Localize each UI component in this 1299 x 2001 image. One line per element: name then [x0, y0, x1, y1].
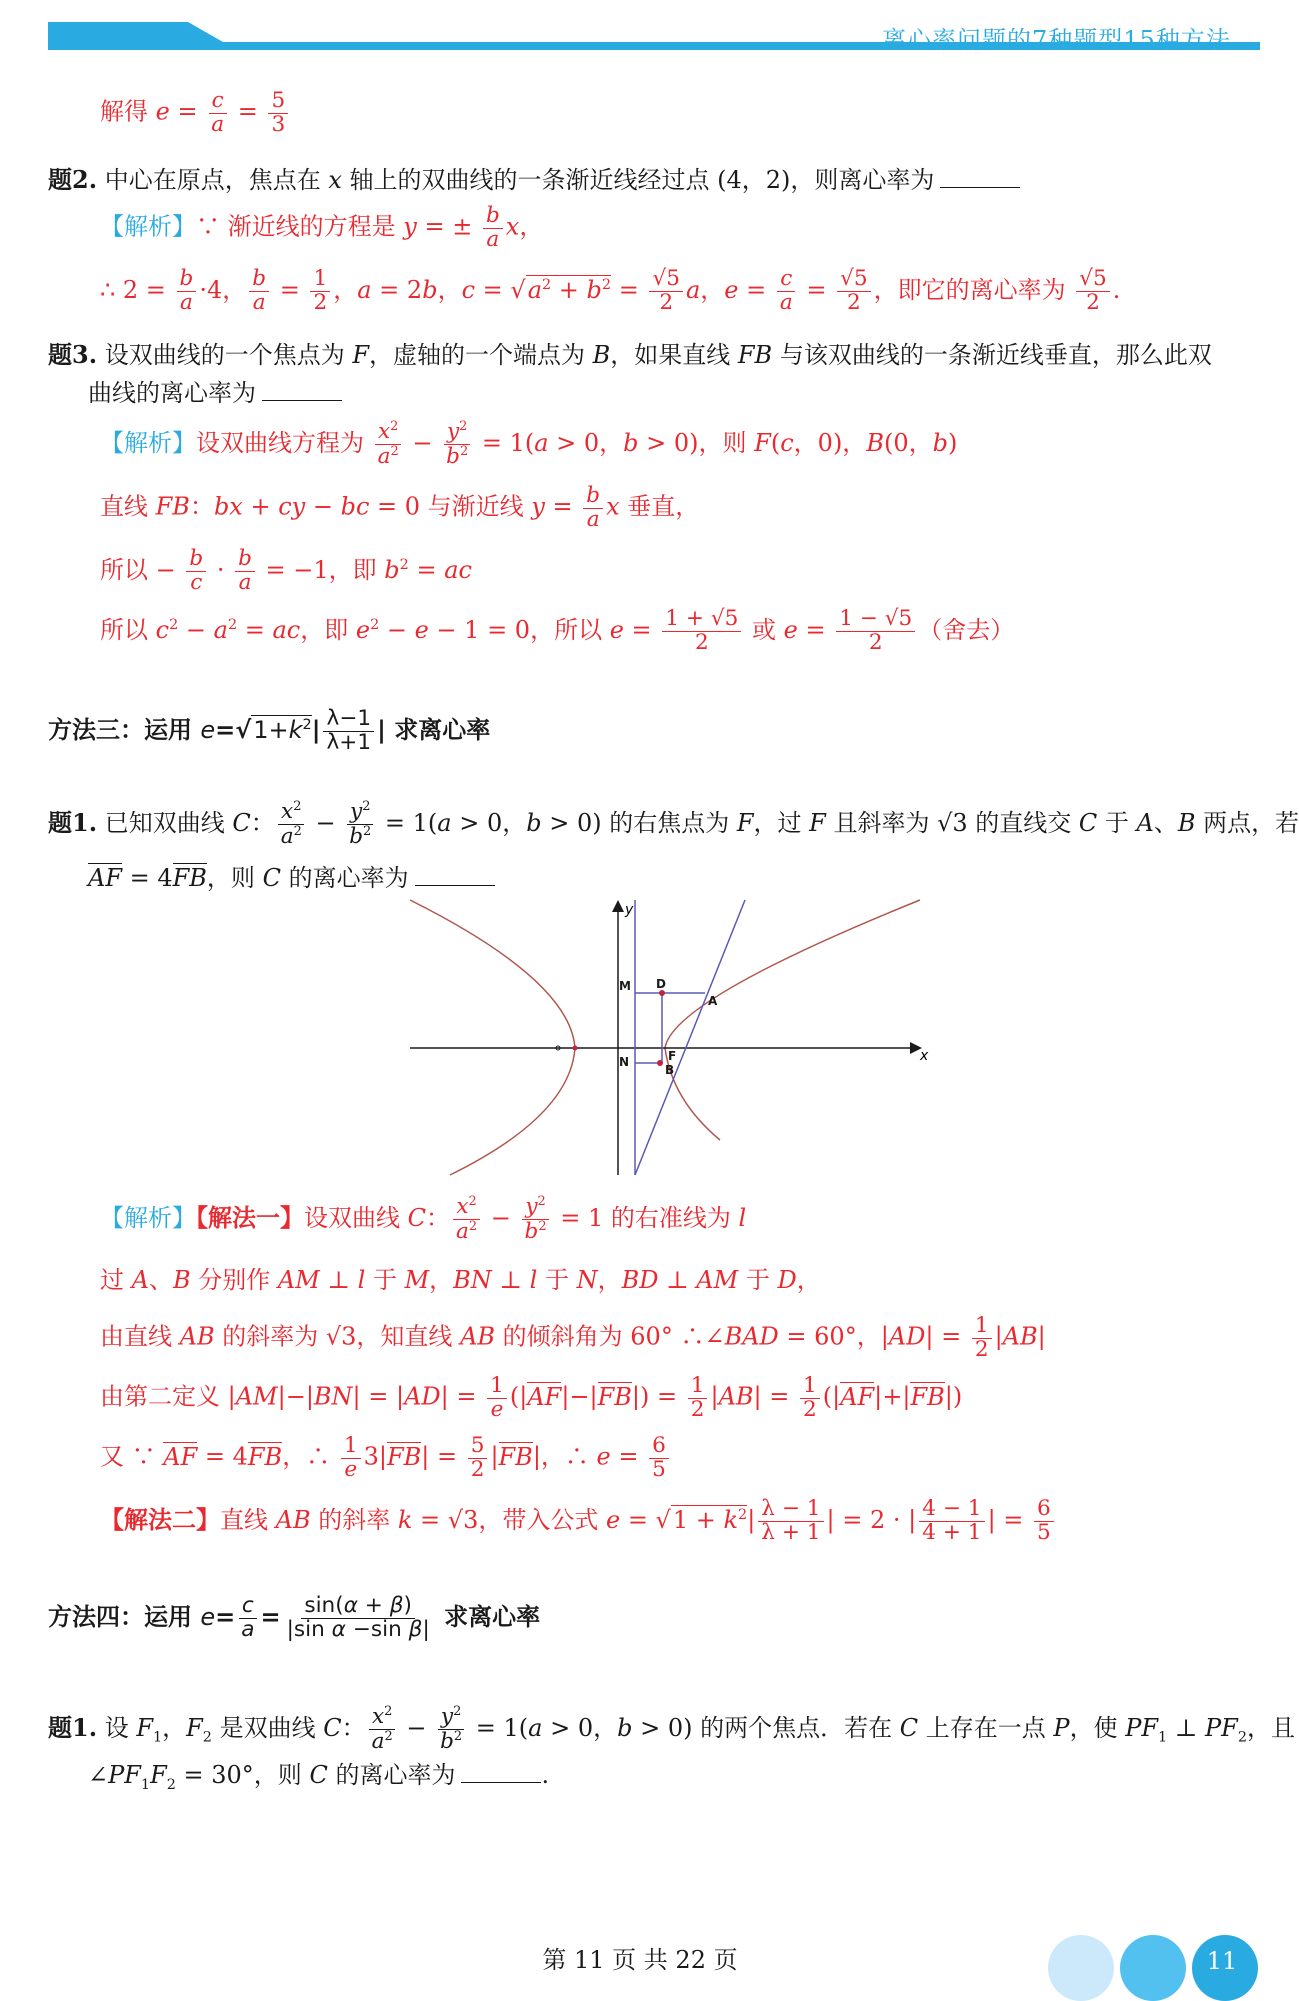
header-title: 离心率问题的7种题型15种方法 [882, 26, 1231, 54]
hyperbola-figure [410, 900, 930, 1175]
q3-solution-2: 直线 FB：bx + cy − bc = 0 与渐近线 y = $\frac{b}{a}$ x 垂直， [100, 483, 700, 532]
question-3-line-2: 曲线的离心率为 [88, 373, 342, 413]
m4-question-1-line-1: 题1. 设 $F_1$，$F_2$ 是双曲线 C： $\frac{x^2}{a^2}$ − $\frac{y^2}{b^2}$ = 1(a > 0，b > 0) 的两个焦点．若在 C 上存在一点 P，使 $PF_1$ ⊥ $PF_2$，且 [48, 1704, 1295, 1755]
question-3-line-1: 题3. 设双曲线的一个焦点为 F，虚轴的一个端点为 B，如果直线 FB 与该双曲线的一条渐近线垂直，那么此双 [48, 340, 1212, 369]
m3-solution-2: 过 A、B 分别作 AM ⊥ l 于 M，BN ⊥ l 于 N，BD ⊥ AM 于 D， [100, 1266, 821, 1294]
m3-question-1-line-1: 题1. 已知双曲线 C： $\frac{x^2}{a^2}$ − $\frac{y^2}{b^2}$ = 1(a > 0，b > 0) 的右焦点为 F，过 F 且斜率为 √3 的直线交 C 于 A、B 两点，若 [48, 799, 1299, 850]
left-vertex [573, 1046, 578, 1051]
page-number: 11 [1206, 1947, 1238, 1975]
q3-solution-1: 【解析】设双曲线方程为 $\frac{x^2}{a^2}$ − $\frac{y^2}{b^2}$ = 1(a > 0，b > 0)，则 F(c，0)，B(0，b) [100, 419, 958, 470]
solution-result: 解得 e = $\frac{c}{a}$ = $\frac{5}{3}$ [100, 90, 291, 136]
y-axis-arrow [612, 900, 624, 912]
label-a: A [708, 994, 718, 1008]
m3-solution-6: 【解法二】直线 AB 的斜率 k = √3，带入公式 $e = √1 + k^2|$ $\frac{\lambda - 1}{\lambda + 1}$ | = 2 · | $\frac{4 - 1}{4 + 1}$ | = $\frac{6}{5}$ [100, 1495, 1057, 1545]
m3-solution-4: 由第二定义 |AM|−|BN| = |AD| = $\frac{1}{e}$ (|AF|−|FB|) = $\frac{1}{2}$ |AB| = $\frac{1}{2}$ (|AF|+|FB|) [100, 1373, 963, 1422]
x-axis-label: x [920, 1048, 929, 1064]
m3-solution-5: 又 ∵ AF = 4FB，∴ $\frac{1}{e}$ 3|FB| = $\frac{5}{2}$ |FB|，∴ e = $\frac{6}{5}$ [100, 1435, 672, 1481]
question-2: 题2. 中心在原点，焦点在 x 轴上的双曲线的一条渐近线经过点 (4，2)，则离心率为 [48, 160, 1020, 200]
point-b [657, 1060, 663, 1066]
label-d: D [656, 977, 666, 991]
footer-circle-mid [1120, 1935, 1186, 2001]
m3-solution-3: 由直线 AB 的斜率为 √3，知直线 AB 的倾斜角为 60° ∴∠BAD = 60°，|AD| = $\frac{1}{2}$ |AB| [100, 1313, 1046, 1362]
line-ab [635, 900, 745, 1175]
m3-solution-1: 【解析】【解法一】设双曲线 C： $\frac{x^2}{a^2}$ − $\frac{y^2}{b^2}$ = 1 的右准线为 l [100, 1194, 747, 1245]
m3-question-1-line-2: AF = 4FB，则 C 的离心率为 [88, 858, 495, 898]
q3-solution-3: 所以 − $\frac{b}{c}$ · $\frac{b}{a}$ = −1，即 $b^2$ = ac [100, 546, 472, 595]
answer-blank [415, 859, 495, 886]
label-m: M [619, 979, 631, 993]
y-axis-label: y [625, 902, 634, 918]
method-4-heading: 方法四：运用 e= $\frac{c}{a}$ = $\frac{\sin(\alpha + \beta)}{\text{|sin α −sin β|}}$ 求离心率 [48, 1593, 541, 1642]
method-3-heading: 方法三：运用 $e=√1+k^2|$ $\frac{\lambda-1}{\lambda+1}$ | 求离心率 [48, 705, 491, 755]
answer-blank [262, 374, 342, 401]
label-n: N [619, 1055, 630, 1069]
footer-circle-light [1048, 1935, 1114, 2001]
q2-solution-1: 【解析】∵ 渐近线的方程是 y = ± $\frac{b}{a}$ x， [100, 203, 544, 252]
answer-blank [940, 161, 1020, 188]
q2-solution-2: ∴ 2 = $\frac{b}{a}$ ·4， $\frac{b}{a}$ = $\frac{1}{2}$ ，a = 2b，$c = √a^2 + b^2$ = $\frac{√5}{2}$ a，e = $\frac{c}{a}$ = $\frac{√5}{2}$ ，即它的离心率为 $\frac{√5}{2}$ . [100, 266, 1121, 315]
label-f: F [668, 1049, 677, 1063]
left-branch-curve [410, 900, 575, 1175]
label-b: B [665, 1063, 675, 1077]
page-footer: 第 11 页 共 22 页 [542, 1946, 738, 1974]
right-branch-curve [665, 900, 920, 1140]
m4-question-1-line-2: $\angle PF_1F_2 = 30^\circ$，则 C 的离心率为 . [88, 1755, 549, 1805]
answer-blank [461, 1756, 541, 1783]
q3-solution-4: 所以 $c^2 - a^2$ = ac，即 $e^2 - e - 1 = 0$，所以 e = $\frac{1 + √5}{2}$ 或 e = $\frac{1 - √5}{2}$ （舍去） [100, 606, 1015, 655]
